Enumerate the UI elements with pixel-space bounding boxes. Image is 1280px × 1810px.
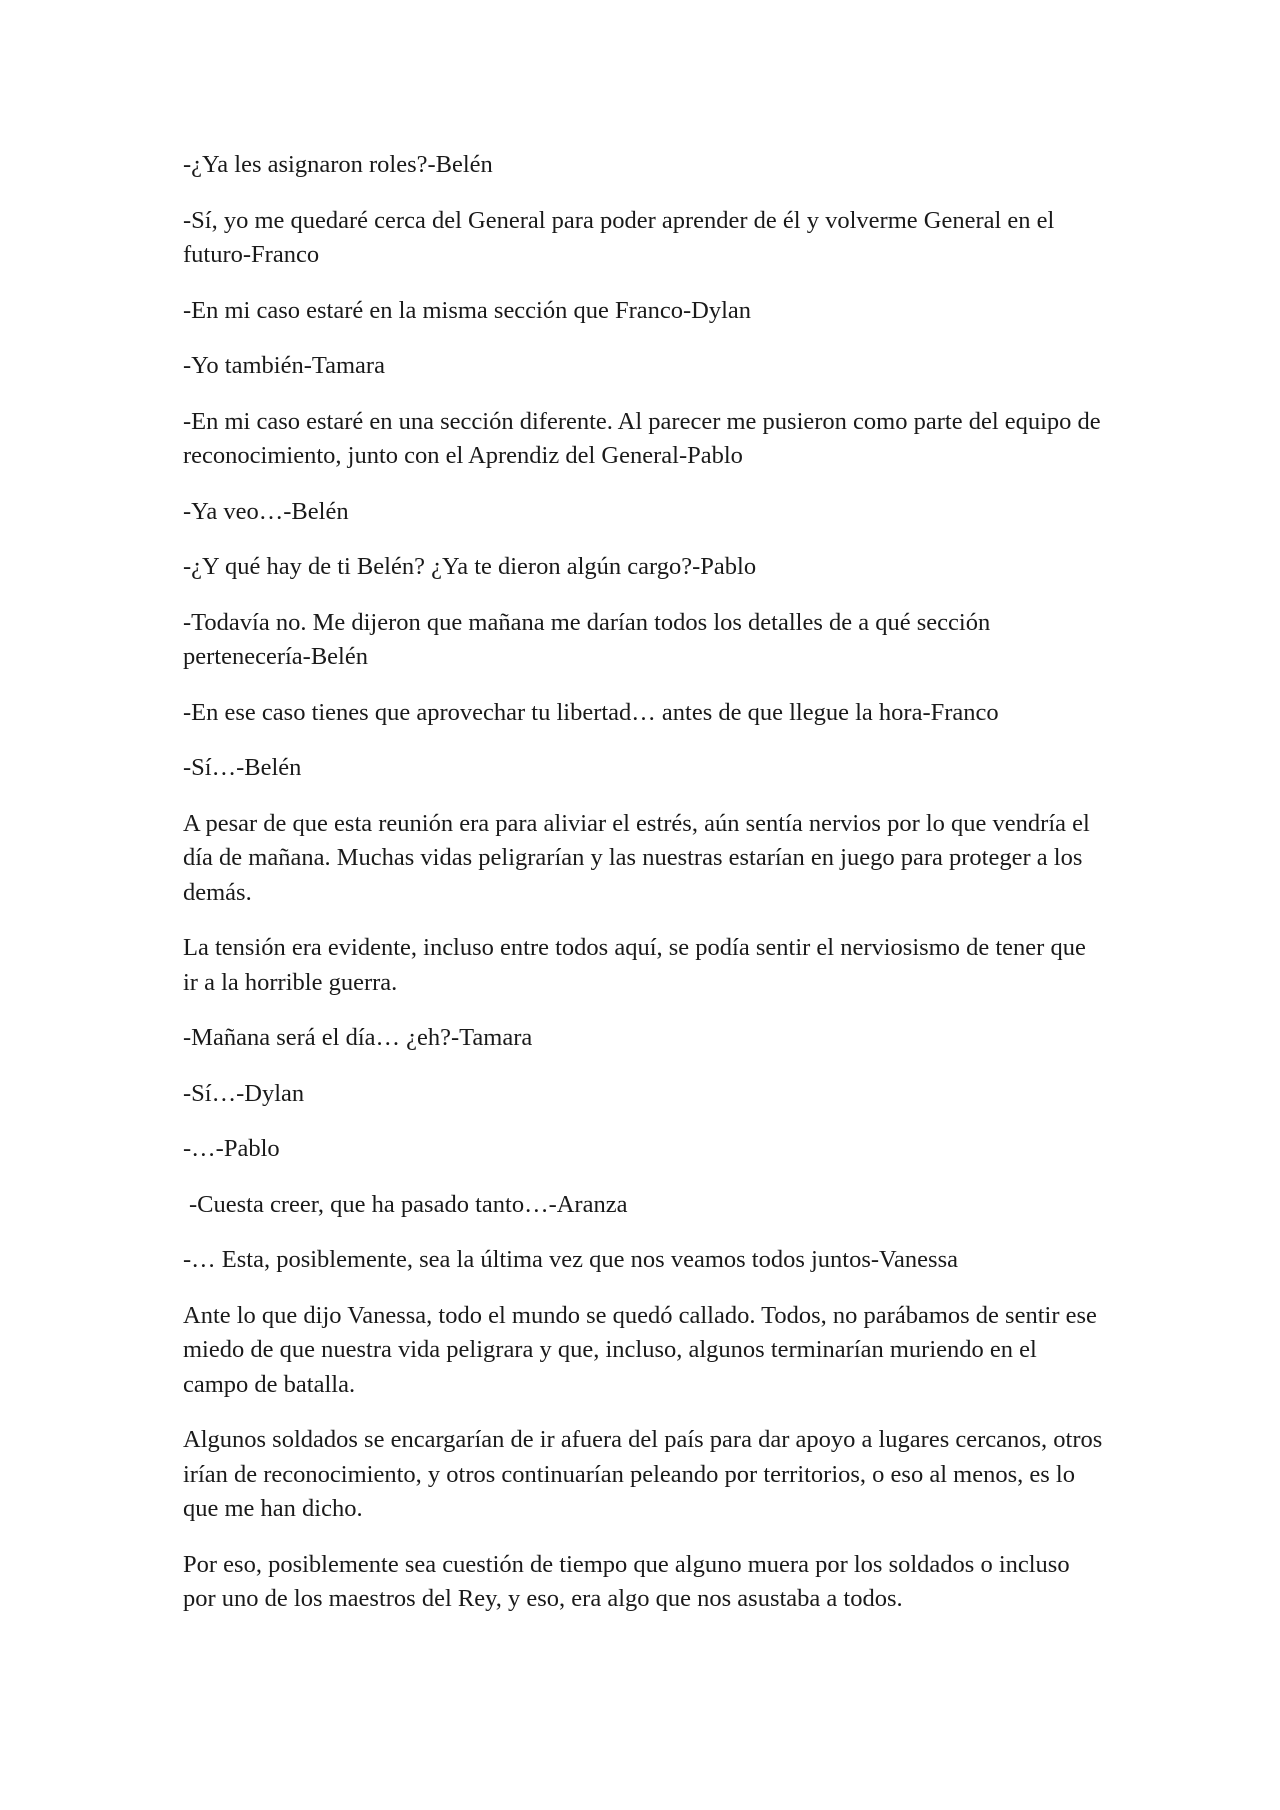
- dialogue-line: -¿Y qué hay de ti Belén? ¿Ya te dieron algún cargo?-Pablo: [183, 553, 757, 580]
- dialogue-line: -¿Ya les asignaron roles?-Belén: [183, 151, 493, 178]
- narrative-paragraph: Por eso, posiblemente sea cuestión de tiempo que alguno muera por los soldados o incluso por uno de los maestros del Rey, y eso, era algo que nos asustaba a todos.: [183, 1550, 1070, 1612]
- dialogue-line: -En mi caso estaré en la misma sección que Franco-Dylan: [183, 296, 752, 324]
- dialogue-line: -Sí…-Belén: [183, 754, 302, 781]
- narrative-paragraph: Ante lo que dijo Vanessa, todo el mundo se quedó callado. Todos, no parábamos de sentir ese miedo de que nuestra vida peligrara y que, incluso, algunos terminarían muriendo en el campo de batalla.: [183, 1301, 1097, 1398]
- narrative-paragraph: Algunos soldados se encargarían de ir afuera del país para dar apoyo a lugares cercanos, otros irían de reconocimiento, y otros continuarían peleando por territorios, o eso al menos, es lo que me han dicho.: [183, 1426, 1103, 1522]
- dialogue-line: -En mi caso estaré en una sección diferente. Al parecer me pusieron como parte del equipo de reconocimiento, junto con el Aprendiz del General-Pablo: [183, 407, 1101, 469]
- narrative-paragraph: A pesar de que esta reunión era para aliviar el estrés, aún sentía nervios por lo que vendría el día de mañana. Muchas vidas peligrarían y las nuestras estarían en juego para proteger a los demás.: [183, 809, 1090, 906]
- dialogue-line: -Sí…-Dylan: [183, 1079, 305, 1107]
- dialogue-line: -Yo también-Tamara: [183, 352, 385, 379]
- dialogue-line: -Mañana será el día… ¿eh?-Tamara: [183, 1024, 533, 1051]
- dialogue-line: -Todavía no. Me dijeron que mañana me darían todos los detalles de a qué sección pertenecería-Belén: [183, 608, 991, 670]
- dialogue-line: -En ese caso tienes que aprovechar tu libertad… antes de que llegue la hora-Franco: [183, 698, 999, 726]
- dialogue-line: -… Esta, posiblemente, sea la última vez que nos veamos todos juntos-Vanessa: [183, 1246, 958, 1273]
- narrative-paragraph: La tensión era evidente, incluso entre todos aquí, se podía sentir el nerviosismo de tener que ir a la horrible guerra.: [183, 934, 1086, 996]
- dialogue-line: -Ya veo…-Belén: [183, 497, 349, 525]
- dialogue-line: -Cuesta creer, que ha pasado tanto…-Aranza: [189, 1190, 628, 1218]
- dialogue-line: -Sí, yo me quedaré cerca del General para poder aprender de él y volverme General en el futuro-Franco: [183, 206, 1055, 268]
- dialogue-line: -…-Pablo: [183, 1135, 280, 1162]
- document-body: [183, 148, 1103, 1638]
